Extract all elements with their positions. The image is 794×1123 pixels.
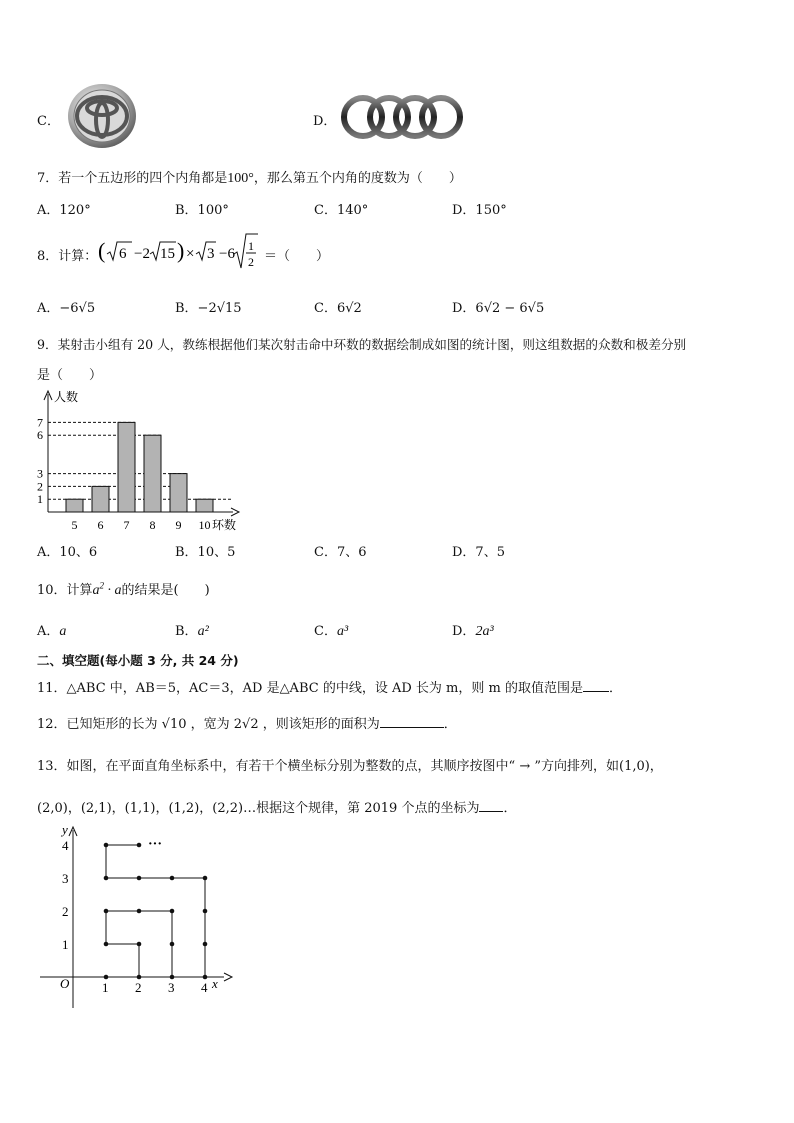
x-tick-label: 4 <box>201 980 208 995</box>
q8-tail: ＝（ ） <box>264 249 330 264</box>
q8-option-c[interactable]: C．6√2 <box>314 301 362 316</box>
coordinate-figure <box>36 822 236 1012</box>
q10-stem-tail: 的结果是( ) <box>121 583 210 598</box>
svg-text:2: 2 <box>248 255 254 269</box>
grid-point <box>104 909 109 914</box>
y-tick-label: 3 <box>37 466 43 481</box>
y-tick-label: 1 <box>37 492 43 507</box>
q10-option-d[interactable] <box>452 620 494 640</box>
q10-option-b-label: B． <box>175 624 198 639</box>
ellipsis: ··· <box>148 837 163 852</box>
q8-expression <box>98 232 276 274</box>
grid-point <box>170 876 175 881</box>
svg-text:−6: −6 <box>219 246 235 262</box>
audi-logo <box>336 90 470 144</box>
q10-option-c-label: C． <box>314 624 337 639</box>
option-d-label: D． <box>313 114 337 129</box>
x-tick-label: 10 <box>198 518 211 532</box>
grid-point <box>203 909 208 914</box>
q10-option-d-value: 2a³ <box>475 624 494 639</box>
q9-option-d[interactable]: D．7、5 <box>452 545 505 560</box>
bar <box>196 499 213 512</box>
q8-option-a[interactable]: A．−6√5 <box>37 301 96 316</box>
svg-text:15: 15 <box>160 246 175 262</box>
q8-option-b[interactable]: B．−2√15 <box>175 301 242 316</box>
y-tick-label: 7 <box>37 415 43 430</box>
grid-point <box>104 876 109 881</box>
grid-point <box>137 909 142 914</box>
question-11 <box>37 677 622 696</box>
q7-stem-tail: ，那么第五个内角的度数为（ ） <box>253 171 462 186</box>
grid-point <box>137 942 142 947</box>
q9-option-a[interactable]: A．10、6 <box>37 545 98 560</box>
bar <box>66 499 83 512</box>
q10-option-d-label: D． <box>452 624 476 639</box>
svg-text:6: 6 <box>119 246 127 262</box>
question-13-line2 <box>37 797 516 816</box>
origin-label: O <box>60 976 70 991</box>
q10-expr: $a^2 \cdot a$ <box>92 580 122 598</box>
svg-text:): ) <box>177 238 185 263</box>
x-tick-label: 5 <box>71 518 78 532</box>
y-tick-label: 4 <box>62 838 69 853</box>
y-tick-label: 2 <box>62 904 69 919</box>
svg-text:1: 1 <box>248 239 254 253</box>
bar <box>170 474 187 512</box>
q10-option-a-label: A． <box>37 624 60 639</box>
svg-text:(: ( <box>98 238 106 263</box>
x-tick-label: 7 <box>123 518 130 532</box>
q12-end: ． <box>443 717 457 732</box>
question-7-stem <box>37 167 462 187</box>
grid-point <box>137 876 142 881</box>
q12-answer-blank[interactable] <box>380 715 444 728</box>
x-tick-label: 2 <box>135 980 142 995</box>
question-13-line1: 13．如图，在平面直角坐标系中，有若干个横坐标分别为整数的点，其顺序按图中“ → ”方向排列，如(1,0)， <box>37 759 663 774</box>
x-tick-label: 3 <box>168 980 175 995</box>
grid-point <box>203 876 208 881</box>
svg-text:3: 3 <box>207 246 215 262</box>
bar <box>92 486 109 512</box>
y-tick-label: 6 <box>37 428 43 443</box>
q7-angle: 100° <box>227 171 254 186</box>
bar-chart <box>28 386 248 534</box>
q8-option-d[interactable]: D．6√2 − 6√5 <box>452 301 545 316</box>
svg-text:−2: −2 <box>134 246 150 262</box>
q9-option-c[interactable]: C．7、6 <box>314 545 367 560</box>
q13-answer-blank[interactable] <box>479 799 503 812</box>
question-8-stem: 8．计算： <box>37 249 98 264</box>
toyota-logo <box>66 82 138 150</box>
q7-option-a[interactable]: A．120° <box>37 203 91 218</box>
grid-point <box>170 909 175 914</box>
question-9-stem-line2: 是（ ） <box>37 368 103 383</box>
q9-option-b[interactable]: B．10、5 <box>175 545 236 560</box>
q13-line2-text: (2,0)，(2,1)，(1,1)，(1,2)，(2,2)…根据这个规律，第 2019 个点的坐标为 <box>37 801 480 816</box>
section-2-title: 二、填空题(每小题 3 分, 共 24 分) <box>37 653 239 668</box>
grid-point <box>104 843 109 848</box>
x-axis-label: x <box>212 976 218 991</box>
q11-answer-blank[interactable] <box>583 679 609 692</box>
q11-text: 11．△ABC 中，AB＝5，AC＝3，AD 是△ABC 的中线，设 AD 长为 m，则 m 的取值范围是 <box>37 681 583 696</box>
q12-text: 12．已知矩形的长为 √10 ，宽为 2√2 ，则该矩形的面积为 <box>37 717 380 732</box>
x-tick-label: 8 <box>149 518 156 532</box>
point-path <box>106 845 205 977</box>
q10-option-b[interactable] <box>175 620 209 640</box>
grid-point <box>104 975 109 980</box>
q13-end: ． <box>503 801 517 816</box>
x-tick-label: 9 <box>175 518 182 532</box>
q11-end: ． <box>608 681 622 696</box>
grid-point <box>203 942 208 947</box>
grid-point <box>203 975 208 980</box>
q10-option-a[interactable] <box>37 620 66 640</box>
question-9-stem-line1: 9．某射击小组有 20 人，教练根据他们某次射击命中环数的数据绘制成如图的统计图，则这组数据的众数和极差分别 <box>37 337 687 352</box>
grid-point <box>170 942 175 947</box>
q7-stem-text: 7．若一个五边形的四个内角都是 <box>37 171 228 186</box>
grid-point <box>137 975 142 980</box>
bar <box>144 435 161 512</box>
x-axis-label: 环数 <box>212 518 237 532</box>
q10-option-c[interactable] <box>314 620 348 640</box>
y-axis-label: 人数 <box>54 390 79 404</box>
grid-point <box>137 843 142 848</box>
q7-option-c[interactable]: C．140° <box>314 203 369 218</box>
q7-option-b[interactable]: B．100° <box>175 203 229 218</box>
q10-option-a-value: a <box>59 624 67 639</box>
grid-point <box>170 975 175 980</box>
grid-point <box>104 942 109 947</box>
q10-stem-text: 10．计算 <box>37 583 93 598</box>
x-axis-arrow <box>224 973 232 981</box>
y-axis-label: y <box>62 822 68 837</box>
q7-option-d[interactable]: D．150° <box>452 203 507 218</box>
y-tick-label: 1 <box>62 937 69 952</box>
x-tick-label: 6 <box>97 518 104 532</box>
x-tick-label: 1 <box>102 980 109 995</box>
question-10-stem <box>37 579 210 599</box>
y-tick-label: 3 <box>62 871 69 886</box>
q10-option-b-value: a² <box>197 624 209 639</box>
question-12 <box>37 713 457 732</box>
q10-option-c-value: a³ <box>336 624 349 639</box>
bar <box>118 422 135 512</box>
option-c-label: C． <box>37 114 60 129</box>
svg-text:×: × <box>186 246 195 262</box>
y-tick-label: 2 <box>37 479 43 494</box>
